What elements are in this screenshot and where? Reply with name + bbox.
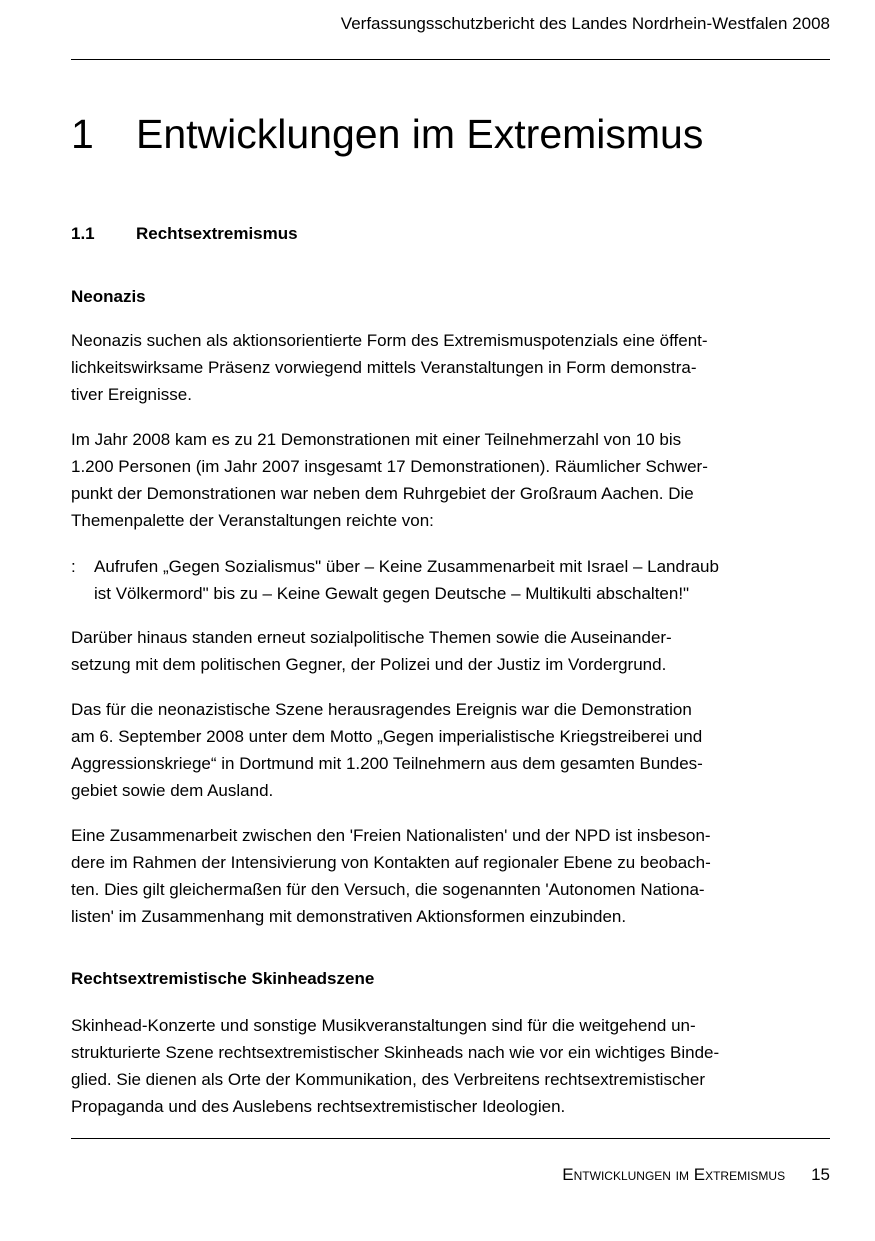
text-line: punkt der Demonstrationen war neben dem Ruhrgebiet der Großraum Aachen. Die <box>71 484 694 503</box>
subheading-skinheads: Rechtsextremistische Skinheadszene <box>71 969 375 988</box>
text-line: ten. Dies gilt gleichermaßen für den Versuch, die sogenannten 'Autonomen Nationa- <box>71 880 705 899</box>
section-heading <box>71 223 298 245</box>
text-line: glied. Sie dienen als Orte der Kommunikation, des Verbreitens rechtsextremistischer <box>71 1070 706 1089</box>
text-line: Darüber hinaus standen erneut sozialpolitische Themen sowie die Auseinander- <box>71 628 672 647</box>
paragraph-cooperation <box>71 822 791 930</box>
subheading-neonazis: Neonazis <box>71 287 146 306</box>
text-line: Aufrufen „Gegen Sozialismus" über – Keine Zusammenarbeit mit Israel – Landraub <box>94 557 719 576</box>
bullet-marker: : <box>71 557 76 576</box>
text-line: Themenpalette der Veranstaltungen reichte von: <box>71 511 434 530</box>
text-line: Propaganda und des Auslebens rechtsextremistischer Ideologien. <box>71 1097 566 1116</box>
page-number: 15 <box>811 1165 830 1184</box>
text-line: Aggressionskriege“ in Dortmund mit 1.200 Teilnehmern aus dem gesamten Bundes- <box>71 754 703 773</box>
bullet-item-themes <box>71 553 811 607</box>
paragraph-skinhead-concerts <box>71 1012 791 1120</box>
page-footer <box>562 1164 830 1186</box>
text-line: Eine Zusammenarbeit zwischen den 'Freien Nationalisten' und der NPD ist insbeson- <box>71 826 711 845</box>
text-line: lichkeitswirksame Präsenz vorwiegend mittels Veranstaltungen in Form demonstra- <box>71 358 697 377</box>
paragraph-neonazis-intro <box>71 327 791 408</box>
section-number: 1.1 <box>71 224 95 243</box>
chapter-heading <box>71 108 703 160</box>
text-line: tiver Ereignisse. <box>71 385 192 404</box>
text-line: ist Völkermord" bis zu – Keine Gewalt gegen Deutsche – Multikulti abschalten!" <box>94 584 690 603</box>
chapter-title: Entwicklungen im Extremismus <box>136 111 704 157</box>
footer-rule <box>71 1138 830 1139</box>
text-line: 1.200 Personen (im Jahr 2007 insgesamt 17 Demonstrationen). Räumlicher Schwer- <box>71 457 708 476</box>
footer-section-title: Entwicklungen im Extremismus <box>562 1165 786 1184</box>
text-line: Skinhead-Konzerte und sonstige Musikveranstaltungen sind für die weitgehend un- <box>71 1016 696 1035</box>
header-rule <box>71 59 830 60</box>
text-line: gebiet sowie dem Ausland. <box>71 781 274 800</box>
paragraph-dortmund-event <box>71 696 791 804</box>
text-line: Neonazis suchen als aktionsorientierte Form des Extremismuspotenzials eine öffent- <box>71 331 708 350</box>
text-line: am 6. September 2008 unter dem Motto „Gegen imperialistische Kriegstreiberei und <box>71 727 703 746</box>
running-header: Verfassungsschutzbericht des Landes Nordrhein-Westfalen 2008 <box>340 14 830 33</box>
section-title: Rechtsextremismus <box>136 224 298 243</box>
text-line: setzung mit dem politischen Gegner, der Polizei und der Justiz im Vordergrund. <box>71 655 667 674</box>
text-line: Im Jahr 2008 kam es zu 21 Demonstrationen mit einer Teilnehmerzahl von 10 bis <box>71 430 682 449</box>
text-line: listen' im Zusammenhang mit demonstrativen Aktionsformen einzubinden. <box>71 907 627 926</box>
text-line: Das für die neonazistische Szene herausragendes Ereignis war die Demonstration <box>71 700 692 719</box>
paragraph-social-themes <box>71 624 791 678</box>
chapter-number: 1 <box>71 111 94 157</box>
text-line: strukturierte Szene rechtsextremistischer Skinheads nach wie vor ein wichtiges Binde- <box>71 1043 720 1062</box>
paragraph-demonstrations <box>71 426 791 534</box>
text-line: dere im Rahmen der Intensivierung von Kontakten auf regionaler Ebene zu beobach- <box>71 853 711 872</box>
